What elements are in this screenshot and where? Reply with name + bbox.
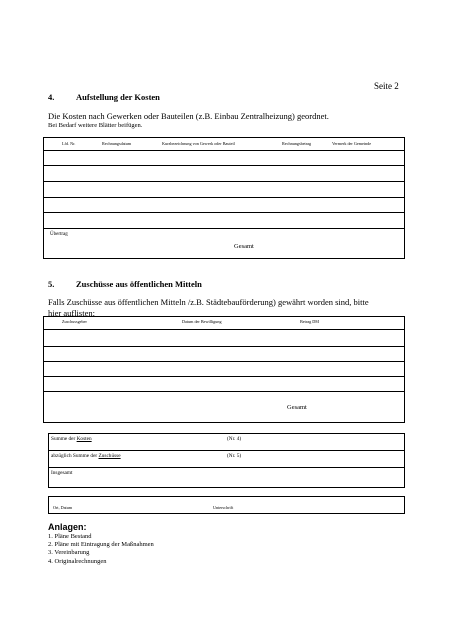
sum-costs-ref: (Nr. 4) [227,436,242,442]
table-row [44,166,405,182]
col-header-rechnungsdatum: Rechnungsdatum [102,138,162,151]
page-number: Seite 2 [374,81,399,91]
summary-row-grants [49,451,405,468]
list-item: 1. Pläne Bestand [48,533,92,540]
summary-table [48,433,405,488]
col-header-datum-bewilligung: Datum der Bewilligung [182,317,300,330]
table-header-row [44,317,405,330]
costs-total-label: Gesamt [234,243,254,250]
grants-table [43,316,405,423]
col-header-kurzbezeichnung: Kurzbezeichnung von Gewerk oder Bauteil [162,138,282,151]
col-header-rechnungsbetrag: Rechnungsbetrag [282,138,332,151]
col-header-betrag-dm: Betrag DM [300,317,405,330]
table-row [44,182,405,198]
section-4-note: Bei Bedarf weitere Blätter beifügen. [48,122,143,129]
section-4-number: 4. [48,92,55,102]
minus-grants-ref: (Nr. 5) [227,453,242,459]
section-5-title: Zuschüsse aus öffentlichen Mitteln [76,279,202,289]
carry-over-label: Übertrag [50,232,68,237]
table-row [44,377,405,392]
list-item: 3. Vereinbarung [48,549,90,557]
signature-label: Unterschrift [213,505,234,510]
col-header-zuschussgeber: Zuschussgeber [44,317,183,330]
minus-grants-prefix: abzüglich Summe der [51,453,99,459]
table-row [44,362,405,377]
table-row [44,151,405,166]
table-row [44,347,405,362]
table-row [44,213,405,229]
col-header-lfd-nr: Lfd. Nr. [44,138,103,151]
section-5-number: 5. [48,279,55,289]
summary-row-costs [49,434,405,451]
table-header-row [44,138,405,151]
grants-total-label: Gesamt [287,404,307,411]
table-row [44,229,405,259]
summary-row-total [49,468,405,488]
table-row [44,330,405,347]
section-4-paragraph: Die Kosten nach Gewerken oder Bauteilen (z.B. Einbau Zentralheizung) geordnet. [48,111,329,121]
section-5-paragraph-line1: Falls Zuschüsse aus öffentlichen Mitteln /z.B. Städtebauförderung) gewährt worden sind, bitte [48,297,369,307]
col-header-vermerk: Vermerk der Gemeinde [332,138,405,151]
signature-table [48,496,405,514]
section-4-title: Aufstellung der Kosten [76,92,160,102]
section-5-heading [48,279,202,289]
table-row [44,198,405,213]
sum-costs-prefix: Summe der [51,436,77,442]
list-item: 4. Originalrechnungen [48,557,107,565]
place-date-label: Ort, Datum [53,505,73,510]
list-item: 2. Pläne mit Eintragung der Maßnahmen [48,541,154,549]
attachments-list [48,533,154,566]
section-5-paragraph-line2: hier auflisten: [48,308,95,318]
attachments-title: Anlagen: [48,522,87,532]
minus-grants-word: Zuschüsse [98,453,121,459]
costs-table [43,137,405,259]
table-row [44,392,405,423]
sum-costs-word: Kosten [76,436,92,442]
total-label: Insgesamt [49,468,405,488]
section-4-heading [48,92,160,102]
